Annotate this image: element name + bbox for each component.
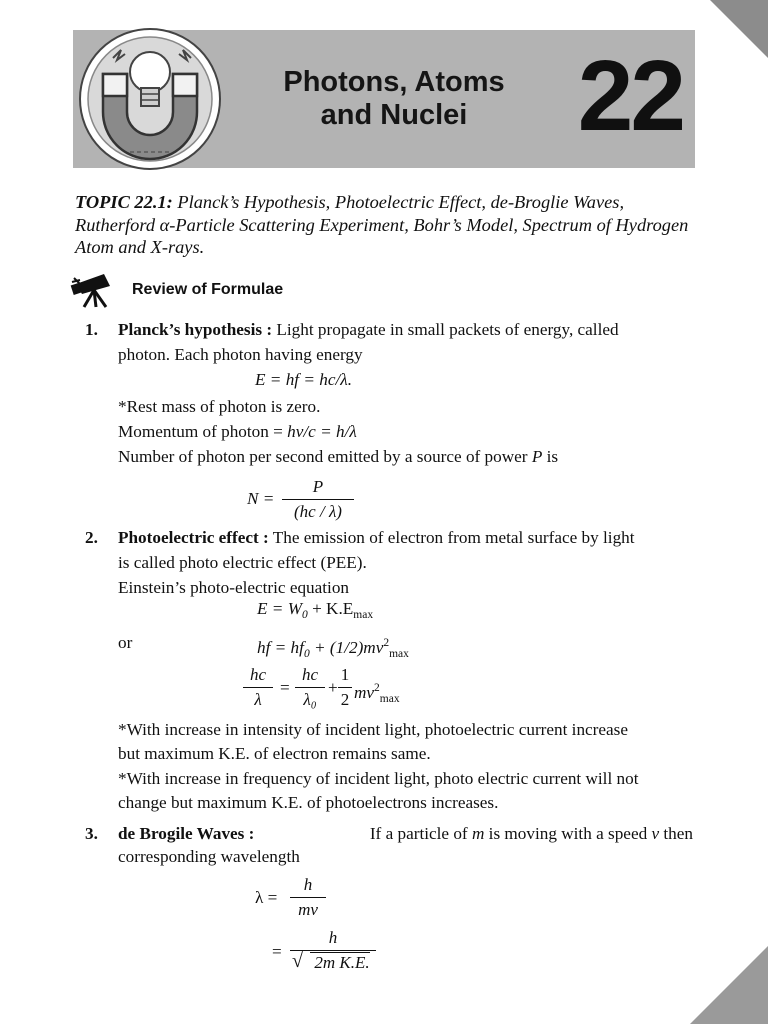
eq3-c-denominator: 2	[340, 690, 350, 709]
topic-heading	[75, 191, 700, 259]
N-fraction	[282, 476, 354, 523]
chapter-title-line1: Photons, Atoms	[283, 66, 505, 98]
item-3-line2: corresponding wavelength	[118, 847, 300, 866]
item-2-number: 2.	[85, 528, 98, 547]
eq3-a-bar	[243, 687, 273, 688]
mass-symbol: m	[471, 824, 485, 843]
chapter-title-line2: and Nuclei	[320, 99, 468, 131]
eq3-b-numerator: hc	[301, 665, 319, 684]
frequency-note-line2: change but maximum K.E. of photoelectrons increases.	[118, 793, 499, 812]
item-3-text1-c: then	[659, 824, 693, 843]
eq1-ke: + K.E	[307, 599, 354, 618]
item-2-line3: Einstein’s photo-electric equation	[118, 578, 350, 597]
item-2-text1: The emission of electron from metal surface by light	[272, 528, 635, 547]
eq3-mv: mv	[354, 683, 375, 702]
item-3-number: 3.	[85, 824, 98, 843]
speed-symbol: v	[651, 824, 660, 843]
eq3-equals: =	[280, 678, 290, 697]
item-2-line1	[118, 527, 635, 549]
item-1-text1: Light propagate in small packets of energy, called	[276, 320, 619, 339]
item-3-line1	[118, 823, 693, 845]
debroglie-equals: =	[272, 942, 282, 961]
eq2-half-mv: + (1/2)mv	[309, 638, 384, 657]
magnet-bulb-icon	[75, 24, 225, 174]
telescope-icon	[70, 272, 126, 308]
eq2-subscript-max: max	[389, 648, 409, 660]
eq2-lhs: hf = hf	[257, 638, 304, 657]
debroglie-frac2-numerator: h	[328, 928, 338, 947]
rest-mass-note: *Rest mass of photon is zero.	[118, 397, 321, 416]
item-1-line2: photon. Each photon having energy	[118, 345, 363, 364]
frequency-note-line1: *With increase in frequency of incident light, photo electric current will not	[118, 769, 639, 788]
item-2-line2: is called photo electric effect (PEE).	[118, 553, 367, 572]
eq3-c-numerator: 1	[340, 665, 350, 684]
square-root-icon: √	[292, 950, 303, 972]
item-1-number: 1.	[85, 320, 98, 339]
eq2-subscript-0: 0	[303, 648, 310, 660]
N-lhs: N =	[247, 489, 275, 508]
page-corner-decoration-top	[710, 0, 768, 58]
eq3-mv-term	[354, 677, 400, 710]
momentum-prefix: Momentum of photon =	[118, 422, 288, 441]
topic-label: TOPIC 22.1:	[75, 192, 173, 212]
momentum-line	[118, 421, 357, 443]
eq3-fraction-b	[295, 664, 325, 711]
debroglie-fraction-1	[290, 874, 326, 921]
review-section-header	[70, 272, 470, 308]
intensity-note-line2: but maximum K.E. of electron remains same.	[118, 744, 431, 763]
intensity-note-line1: *With increase in intensity of incident light, photoelectric current increase	[118, 720, 628, 739]
debroglie-frac1-denominator: mv	[298, 900, 318, 919]
or-word: or	[118, 633, 133, 652]
einstein-equation-2	[257, 632, 409, 665]
eq3-a-denominator: λ	[254, 690, 262, 709]
eq3-c-bar	[338, 687, 352, 688]
eq3-subscript-max: max	[379, 693, 400, 705]
eq3-a-numerator: hc	[249, 665, 267, 684]
photon-number-prefix: Number of photon per second emitted by a source of power	[118, 447, 532, 466]
N-numerator: P	[312, 477, 324, 496]
energy-equation: E = hf = hc/λ.	[255, 370, 352, 389]
debroglie-frac1-numerator: h	[303, 875, 313, 894]
eq3-b-bar	[295, 687, 325, 688]
debroglie-frac1-bar	[290, 897, 326, 898]
momentum-equation: hν/c = h/λ	[287, 422, 357, 441]
eq1-lhs: E = W	[257, 599, 303, 618]
item-1-line1	[118, 319, 693, 341]
chapter-title	[258, 66, 530, 132]
eq1-subscript-0: 0	[302, 609, 308, 621]
page-corner-decoration-bottom	[690, 946, 768, 1024]
item-3-heading: de Brogile Waves :	[118, 824, 255, 843]
eq3-b-denominator: λ₀	[303, 690, 317, 709]
eq1-subscript-max: max	[353, 609, 374, 621]
N-fraction-bar	[282, 499, 354, 500]
power-symbol: P	[531, 447, 543, 466]
N-denominator: (hc / λ)	[294, 502, 342, 521]
item-3-text1-b: is moving with a speed	[484, 824, 652, 843]
chapter-number: 22	[577, 40, 683, 152]
item-3-text1	[370, 823, 693, 845]
item-1-heading: Planck’s hypothesis :	[118, 320, 273, 339]
eq3-fraction-c	[338, 664, 352, 711]
lambda-lhs: λ =	[255, 888, 278, 907]
chapter-banner	[73, 30, 695, 168]
frequency-note	[118, 768, 693, 814]
topic-text: Planck’s Hypothesis, Photoelectric Effect, de-Broglie Waves, Rutherford α-Particle Scattering Experiment, Bohr’s Model, Spectrum of Hydrogen Atom and X-rays.	[75, 192, 689, 257]
eq3-fraction-a	[243, 664, 273, 711]
item-3-text1-a: If a particle of	[369, 824, 472, 843]
sqrt-radicand: 2m K.E.	[310, 952, 369, 972]
review-heading: Review of Formulae	[132, 281, 284, 298]
photon-number-suffix: is	[542, 447, 559, 466]
einstein-equation-1	[257, 598, 373, 626]
eq3-superscript-2: 2	[374, 682, 380, 694]
debroglie-fraction-2	[290, 927, 376, 974]
intensity-note	[118, 719, 693, 765]
eq3-plus: +	[328, 678, 338, 697]
photon-number-line	[118, 446, 558, 468]
item-2-heading: Photoelectric effect :	[118, 528, 269, 547]
debroglie-frac2-denominator	[290, 952, 376, 974]
eq2-superscript-2: 2	[383, 637, 390, 649]
